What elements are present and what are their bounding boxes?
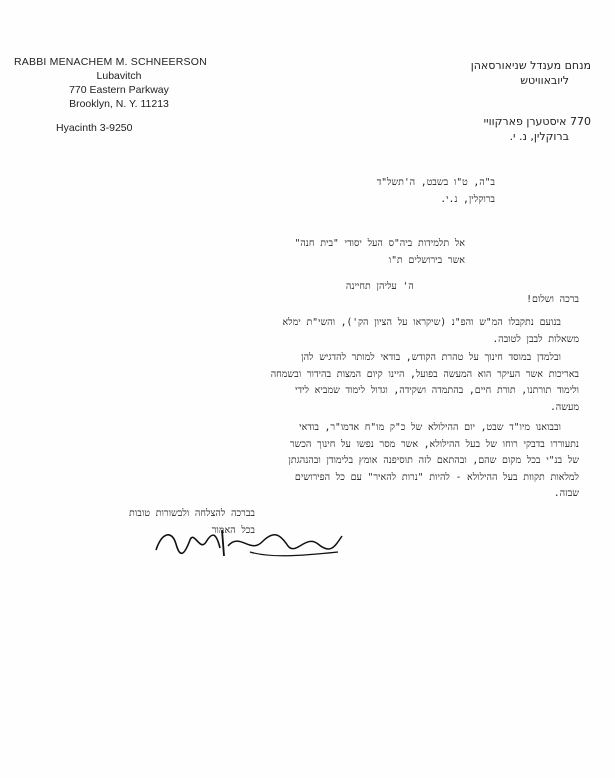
paragraph-line: מעשה. (550, 401, 579, 413)
greeting-text: ברכה ושלום! (526, 294, 579, 305)
date-place: ברוקלין, נ.י. (440, 193, 495, 205)
letterhead-name-he: מנחם מענדל שניאורסאהן (470, 59, 591, 72)
paragraph-line: משאלות לבבן לטובה. (492, 333, 579, 345)
letterhead-english (14, 55, 224, 135)
letterhead-city-he: ליובאוויטש (520, 74, 569, 87)
paragraph-line: ובבואנו מיו"ד שבט, יום ההילולא של כ"ק מו"ח אדמו"ר, בודאי (299, 422, 561, 433)
letter-date (377, 175, 495, 208)
letterhead-phone: Hyacinth 3-9250 (56, 122, 133, 134)
letter-paragraph-3 (40, 420, 579, 503)
letter-paragraph-1 (40, 315, 579, 348)
closing-line-1: בברכה להצלחה ולבשורות טובות (129, 508, 255, 519)
paragraph-line: בנועם נתקבלו המ"ש והפ"נ (שיקראו על הציון הק'), והשי"ת ימלא (282, 317, 561, 328)
paragraph-line: שבזה. (553, 488, 579, 499)
letterhead-locality-he: ברוקלין, נ. י. (509, 130, 569, 143)
letter-greeting (40, 292, 579, 309)
paragraph-line: באריכות אשר העיקר הוא המעשה בפועל, היינו קיום המצות בהידור ובשמחה (270, 368, 579, 380)
paragraph-line: ולימוד תורתנו, תורת חיים, בהתמדה ושקידה, וגדול לימוד שמביא לידי (294, 385, 579, 396)
paragraph-line: של בנ"י בכל מקום שהם, ובהתאם לזה תוסיפנה אומץ בלימודן ובהנהגתן (288, 455, 579, 466)
paragraph-line: נתעוררו בדבקי רוחו של בעל ההילולא, אשר מסר נפשו על חינוך הכשר (289, 438, 579, 450)
date-line: ב"ה, ט"ו בשבט, ה'תשל"ד (376, 177, 495, 188)
letterhead-name-en: RABBI MENACHEM M. SCHNEERSON (14, 56, 207, 68)
addressee-line-2: אשר בירושלים ת"ו (388, 254, 465, 266)
letterhead-locality-en: Brooklyn, N. Y. 11213 (69, 98, 169, 110)
handwritten-signature (150, 522, 350, 562)
letter-paragraph-2 (40, 350, 579, 416)
letterhead-street-he: 770 איסטערן פארקוויי (483, 115, 591, 128)
letterhead-city-en: Lubavitch (96, 70, 142, 82)
letter-addressee (295, 236, 465, 296)
paragraph-line: ובלמדן במוסד חינוך על טהרת הקודש, בודאי למותר להדגיש להן (301, 352, 561, 363)
letterhead-hebrew (381, 58, 591, 144)
letterhead-street-en: 770 Eastern Parkway (69, 84, 169, 96)
paragraph-line: למלאות תקוות בעל ההילולא - להיות "נרות להאיר" עם כל הפירושים (294, 471, 579, 483)
addressee-line-1: אל תלמידות ביה"ס העל יסודי "בית חנה" (294, 238, 465, 249)
closing-line-2: בכל האמור (211, 524, 255, 536)
addressee-line-3: ה' עליהן תחיינה (345, 281, 414, 292)
